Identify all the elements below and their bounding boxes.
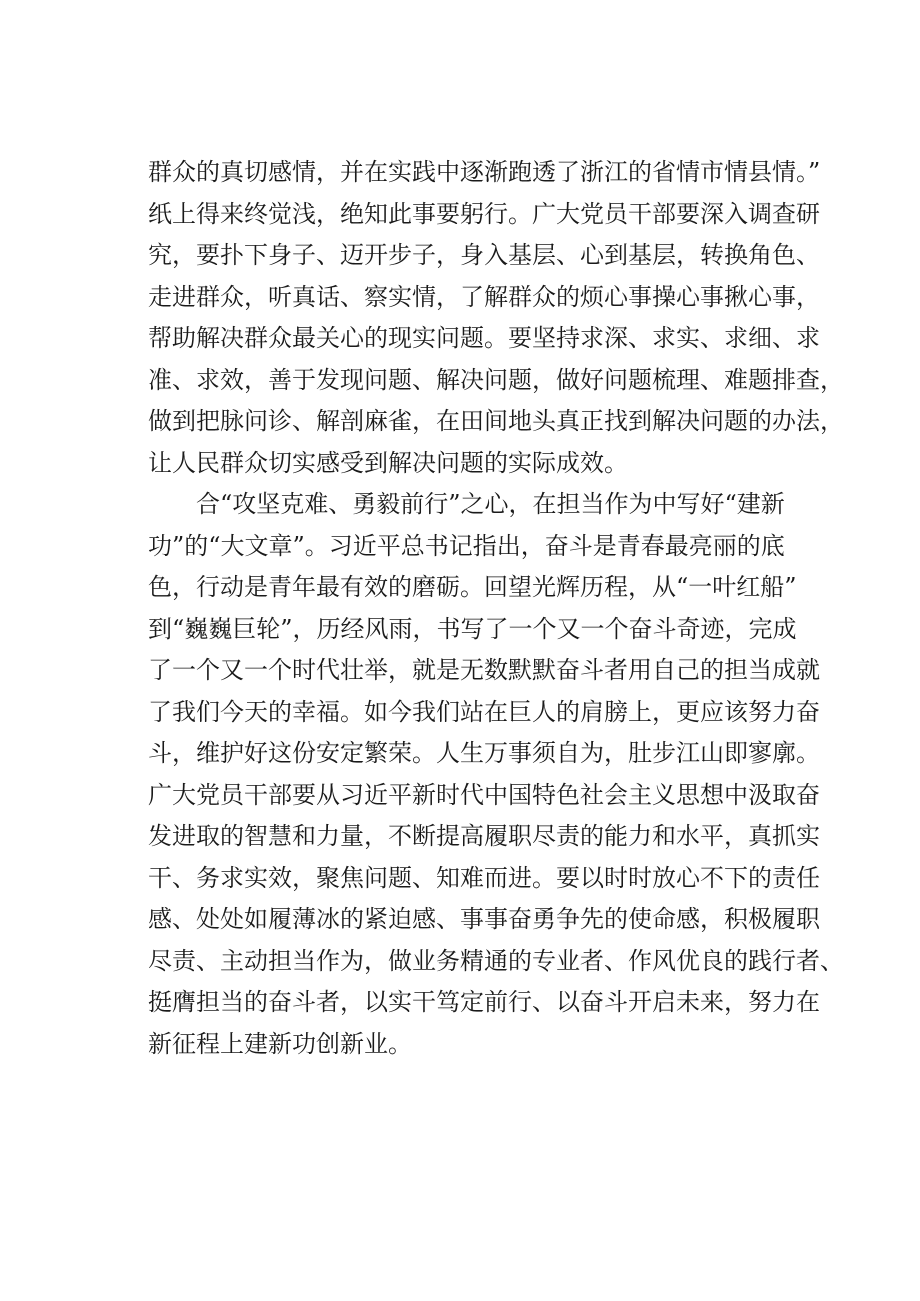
text-line: 干、务求实效，聚焦问题、知难而进。要以时时放心不下的责任 (148, 863, 820, 892)
text-line: 合“攻坚克难、勇毅前行”之心，在担当作为中写好“建新 (196, 490, 785, 518)
text-line: 了我们今天的幸福。如今我们站在巨人的肩膀上，更应该努力奋 (148, 697, 820, 726)
text-line: 让人民群众切实感受到解决问题的实际成效。 (148, 448, 628, 477)
text-line: 感、处处如履薄冰的紧迫感、事事奋勇争先的使命感，积极履职 (148, 905, 820, 933)
text-line: 准、求效，善于发现问题、解决问题，做好问题梳理、难题排查， (148, 365, 844, 394)
text-line: 广大党员干部要从习近平新时代中国特色社会主义思想中汲取奋 (148, 780, 820, 809)
paragraph (148, 484, 844, 1065)
text-line: 走进群众，听真话、察实情，了解群众的烦心事操心事揪心事， (148, 282, 820, 311)
text-line: 帮助解决群众最关心的现实问题。要坚持求深、求实、求细、求 (148, 324, 820, 352)
document-body (148, 152, 844, 1065)
text-line: 色，行动是青年最有效的磨砺。回望光辉历程，从“一叶红船” (148, 573, 797, 601)
text-line: 尽责、主动担当作为，做业务精通的专业者、作风优良的践行者、 (148, 946, 844, 975)
text-line: 新征程上建新功创新业。 (148, 1029, 412, 1058)
text-line: 纸上得来终觉浅，绝知此事要躬行。广大党员干部要深入调查研 (148, 199, 820, 228)
text-line: 做到把脉问诊、解剖麻雀，在田间地头真正找到解决问题的办法， (148, 407, 844, 435)
text-line: 到“巍巍巨轮”，历经风雨，书写了一个又一个奋斗奇迹，完成 (148, 614, 797, 643)
text-line: 功”的“大文章”。习近平总书记指出，奋斗是青春最亮丽的底 (148, 531, 785, 560)
text-line: 斗，维护好这份安定繁荣。人生万事须自为，肚步江山即寥廓。 (148, 739, 820, 767)
text-line: 挺膺担当的奋斗者，以实干笃定前行、以奋斗开启未来，努力在 (148, 988, 820, 1016)
text-line: 究，要扑下身子、迈开步子，身入基层、心到基层，转换角色、 (148, 241, 820, 269)
paragraph (148, 152, 844, 484)
text-line: 发进取的智慧和力量，不断提高履职尽责的能力和水平，真抓实 (148, 822, 820, 850)
text-line: 群众的真切感情，并在实践中逐渐跑透了浙江的省情市情县情。” (148, 158, 821, 186)
text-line: 了一个又一个时代壮举，就是无数默默奋斗者用自己的担当成就 (148, 656, 820, 684)
